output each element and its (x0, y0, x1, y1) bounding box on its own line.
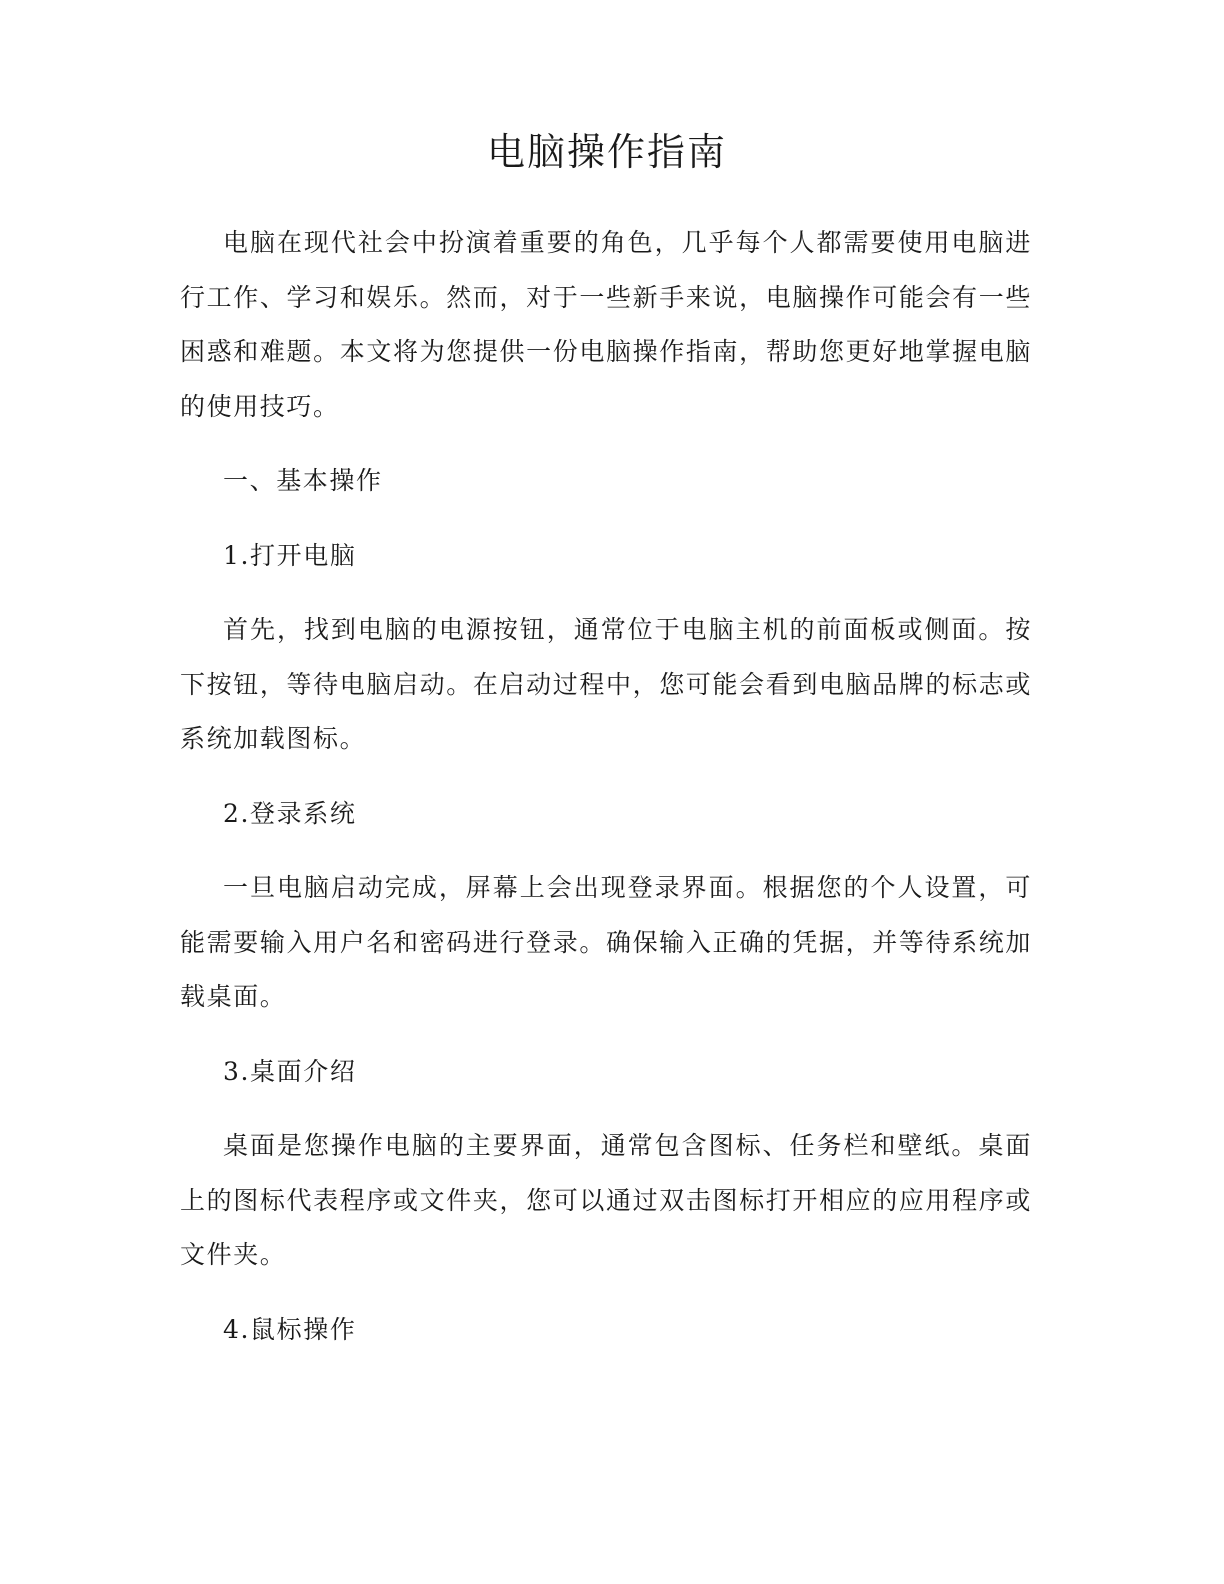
spacer (180, 434, 1032, 454)
item-body-login: 一旦电脑启动完成，屏幕上会出现登录界面。根据您的个人设置，可能需要输入用户名和密码进行登录。确保输入正确的凭据，并等待系统加载桌面。 (180, 873, 1032, 1011)
item-heading-login: 2.登录系统 (223, 798, 357, 828)
spacer (180, 1025, 1032, 1045)
spacer (180, 583, 1032, 603)
item-body-power-on: 首先，找到电脑的电源按钮，通常位于电脑主机的前面板或侧面。按下按钮，等待电脑启动。在启动过程中，您可能会看到电脑品牌的标志或系统加载图标。 (180, 615, 1032, 753)
item-heading-mouse: 4.鼠标操作 (223, 1314, 357, 1344)
item-body-desktop: 桌面是您操作电脑的主要界面，通常包含图标、任务栏和壁纸。桌面上的图标代表程序或文件夹，您可以通过双击图标打开相应的应用程序或文件夹。 (180, 1131, 1032, 1269)
item-heading-desktop: 3.桌面介绍 (223, 1056, 357, 1086)
spacer (180, 1283, 1032, 1303)
intro-paragraph: 电脑在现代社会中扮演着重要的角色，几乎每个人都需要使用电脑进行工作、学习和娱乐。然而，对于一些新手来说，电脑操作可能会有一些困惑和难题。本文将为您提供一份电脑操作指南，帮助您更好地掌握电脑的使用技巧。 (180, 228, 1032, 421)
spacer (180, 1099, 1032, 1119)
spacer (180, 767, 1032, 787)
spacer (180, 841, 1032, 861)
page-title: 电脑操作指南 (486, 130, 727, 174)
section-heading-basic-operations: 一、基本操作 (223, 466, 383, 495)
spacer (180, 509, 1032, 529)
document-body (180, 216, 1032, 1357)
item-heading-power-on: 1.打开电脑 (223, 540, 357, 570)
